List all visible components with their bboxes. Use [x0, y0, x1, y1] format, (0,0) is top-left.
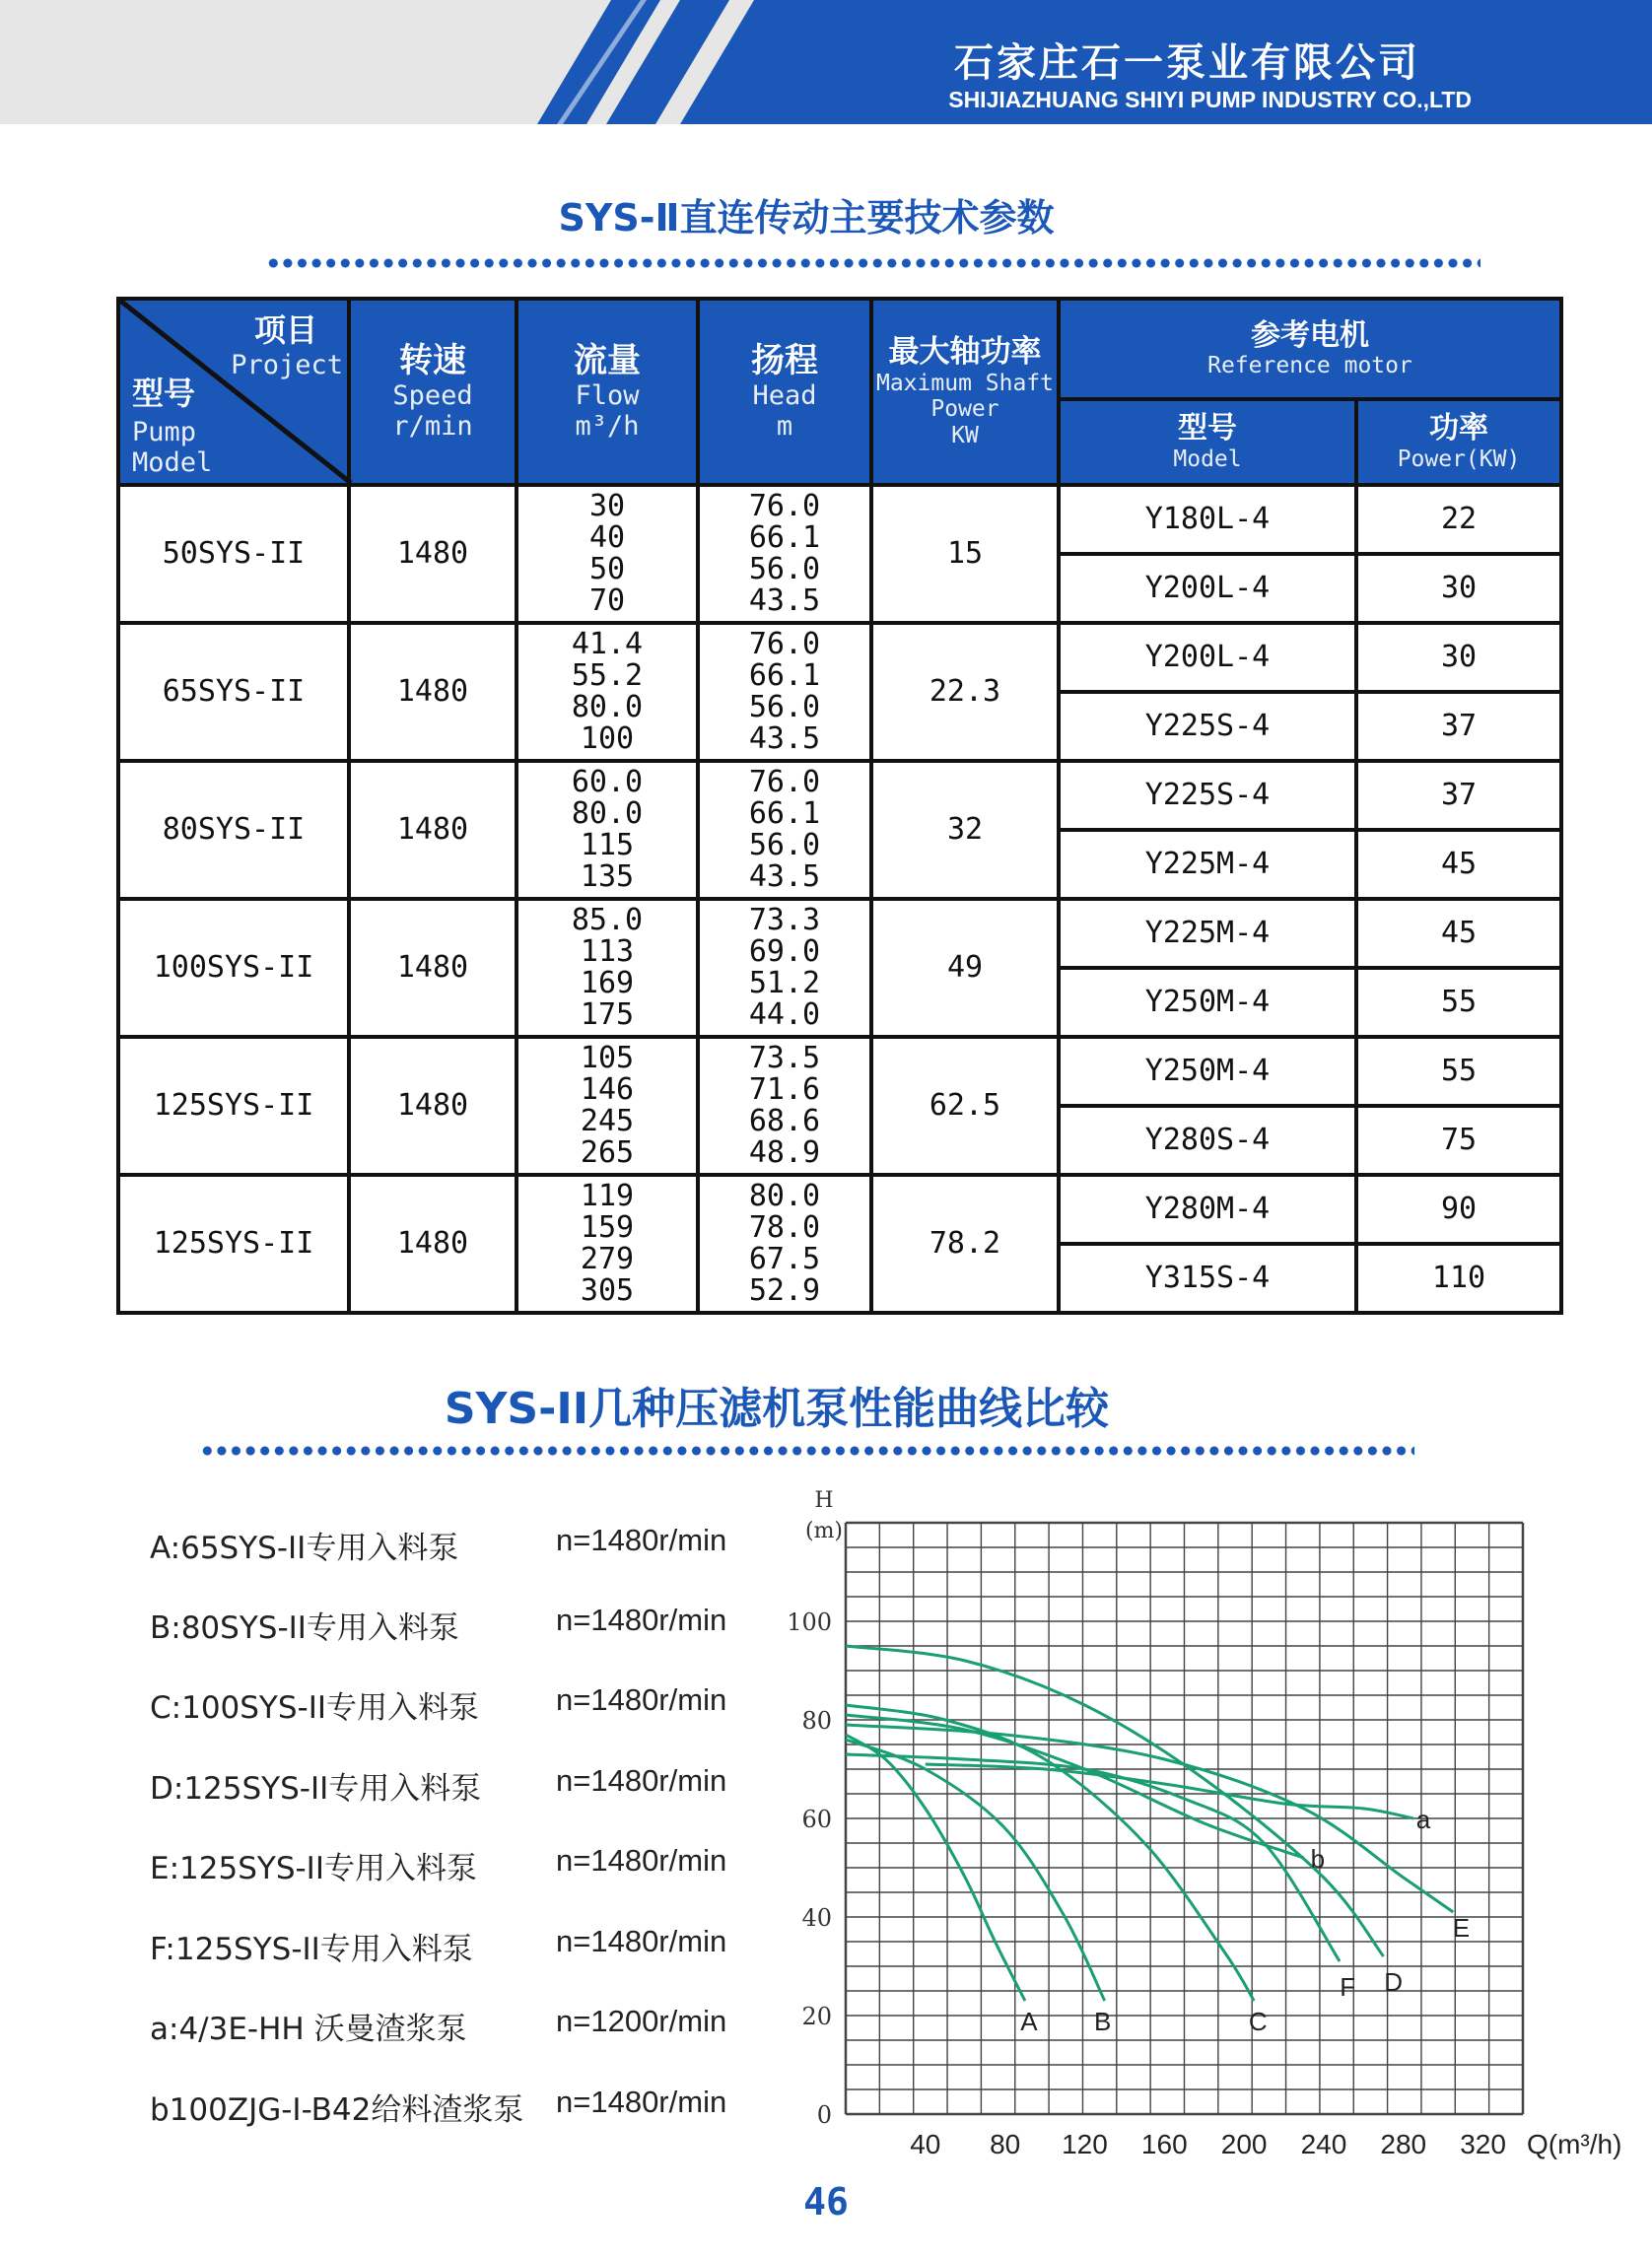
cell-shaft-power: 22.3	[871, 623, 1059, 761]
cell-shaft-power: 78.2	[871, 1175, 1059, 1313]
head-value: 51.2	[748, 966, 821, 1000]
cell-motor-power: 90	[1356, 1175, 1561, 1244]
flow-value: 70	[588, 583, 626, 618]
cell-motor-model: Y200L-4	[1059, 623, 1356, 692]
head-value: 76.0	[748, 627, 821, 661]
y-tick-label: 80	[801, 1707, 832, 1735]
header-head	[698, 299, 871, 485]
flow-value: 175	[580, 997, 635, 1032]
head-value: 43.5	[748, 721, 821, 756]
dotted-divider	[266, 257, 1480, 269]
legend-speed: n=1480r/min	[556, 1603, 727, 1637]
header-flow-cn: 流量	[574, 340, 641, 380]
cell-motor-power: 45	[1356, 899, 1561, 968]
header-shaft-en: Maximum Shaft Power	[875, 370, 1054, 423]
table-row	[118, 761, 1561, 830]
head-value: 56.0	[748, 828, 821, 862]
cell-pump-model: 80SYS-II	[118, 761, 349, 899]
header-shaft-power	[871, 299, 1059, 485]
legend-item	[150, 1603, 781, 1662]
flow-value: 40	[588, 520, 626, 555]
legend-speed: n=1480r/min	[556, 1924, 727, 1958]
x-tick-label: 120	[1062, 2129, 1108, 2159]
cell-head	[698, 485, 871, 623]
cell-motor-model: Y225M-4	[1059, 899, 1356, 968]
curve-label: b	[1310, 1844, 1326, 1874]
cell-motor-model: Y225S-4	[1059, 692, 1356, 761]
legend-item	[150, 2085, 781, 2144]
cell-flow	[516, 485, 698, 623]
cell-pump-model: 125SYS-II	[118, 1037, 349, 1175]
legend-label: C:100SYS-II专用入料泵	[150, 1690, 480, 1726]
table-row	[118, 899, 1561, 968]
legend-speed: n=1200r/min	[556, 2004, 727, 2038]
cell-head	[698, 623, 871, 761]
legend-label: b100ZJG-I-B42给料渣浆泵	[150, 2092, 524, 2128]
legend-item	[150, 2004, 781, 2063]
company-name-en: SHIJIAZHUANG SHIYI PUMP INDUSTRY CO.,LTD	[948, 87, 1472, 112]
curve-label: A	[1020, 2007, 1038, 2036]
head-value: 73.5	[748, 1041, 821, 1075]
header-flow	[516, 299, 698, 485]
flow-value: 119	[580, 1179, 635, 1213]
legend-speed: n=1480r/min	[556, 1843, 727, 1878]
head-value: 43.5	[748, 859, 821, 894]
legend-label: A:65SYS-II专用入料泵	[150, 1531, 459, 1566]
x-tick-label: 160	[1140, 2129, 1188, 2159]
curve-label: B	[1093, 2007, 1112, 2036]
header-diagonal-cell	[118, 299, 349, 485]
head-value: 68.6	[748, 1104, 821, 1138]
page-number: 46	[803, 2180, 849, 2224]
cell-motor-power: 37	[1356, 692, 1561, 761]
table-row	[118, 623, 1561, 692]
flow-value: 305	[580, 1273, 635, 1308]
flow-value: 105	[580, 1041, 635, 1075]
y-tick-label: 0	[816, 2101, 832, 2129]
legend-label: E:125SYS-II专用入料泵	[150, 1851, 477, 1886]
legend-item	[150, 1843, 781, 1902]
flow-value: 159	[580, 1210, 635, 1245]
cell-motor-power: 55	[1356, 1037, 1561, 1106]
curve-C	[846, 1705, 1254, 2001]
cell-speed: 1480	[349, 899, 516, 1037]
head-value: 71.6	[748, 1072, 821, 1107]
cell-pump-model: 65SYS-II	[118, 623, 349, 761]
header-motor-power-cn: 功率	[1429, 411, 1488, 446]
cell-flow	[516, 1175, 698, 1313]
curve-label: a	[1415, 1805, 1431, 1834]
cell-shaft-power: 62.5	[871, 1037, 1059, 1175]
header-model-cn: 型号	[132, 375, 196, 412]
header-head-en: Head	[752, 380, 817, 411]
cell-pump-model: 100SYS-II	[118, 899, 349, 1037]
legend-speed: n=1480r/min	[556, 1682, 727, 1717]
header-speed-cn: 转速	[399, 340, 466, 380]
head-value: 66.1	[748, 520, 821, 555]
cell-motor-model: Y250M-4	[1059, 968, 1356, 1037]
dotted-divider	[200, 1445, 1414, 1457]
y-tick-label: 60	[801, 1806, 832, 1833]
cell-motor-model: Y280M-4	[1059, 1175, 1356, 1244]
x-tick-label: 40	[910, 2129, 941, 2159]
header-motor-cn: 参考电机	[1251, 317, 1369, 353]
flow-value: 80.0	[571, 796, 644, 831]
x-tick-label: 200	[1220, 2129, 1268, 2159]
cell-motor-model: Y250M-4	[1059, 1037, 1356, 1106]
header-speed-unit: r/min	[392, 411, 473, 443]
cell-motor-power: 75	[1356, 1106, 1561, 1175]
flow-value: 146	[580, 1072, 635, 1107]
flow-value: 41.4	[571, 627, 644, 661]
head-value: 66.1	[748, 796, 821, 831]
x-axis-label: Q(m³/h)	[1527, 2129, 1622, 2159]
section-title-specs: SYS-Ⅱ直连传动主要技术参数	[558, 196, 1055, 239]
flow-value: 60.0	[571, 765, 644, 799]
cell-shaft-power: 32	[871, 761, 1059, 899]
header-shaft-cn: 最大轴功率	[888, 334, 1042, 371]
flow-value: 50	[588, 552, 626, 586]
flow-value: 169	[580, 966, 635, 1000]
cell-motor-power: 30	[1356, 554, 1561, 623]
legend-speed: n=1480r/min	[556, 1523, 727, 1557]
company-name-cn: 石家庄石一泵业有限公司	[954, 39, 1420, 86]
performance-chart-svg	[779, 1483, 1622, 2173]
header-motor-power-en: Power(KW)	[1397, 445, 1521, 472]
head-value: 78.0	[748, 1210, 821, 1245]
cell-motor-model: Y225M-4	[1059, 830, 1356, 899]
cell-motor-model: Y280S-4	[1059, 1106, 1356, 1175]
cell-flow	[516, 761, 698, 899]
cell-motor-power: 55	[1356, 968, 1561, 1037]
cell-flow	[516, 1037, 698, 1175]
x-tick-label: 320	[1460, 2129, 1506, 2159]
y-tick-label: 20	[801, 2003, 832, 2030]
flow-value: 135	[580, 859, 635, 894]
cell-speed: 1480	[349, 761, 516, 899]
cell-motor-model: Y200L-4	[1059, 554, 1356, 623]
x-tick-label: 80	[990, 2129, 1021, 2159]
head-value: 66.1	[748, 658, 821, 693]
header-shaft-unit: KW	[951, 422, 979, 448]
curve-label: D	[1384, 1967, 1404, 1997]
spec-table	[116, 297, 1563, 1315]
header-project-en: Project	[231, 350, 343, 380]
legend-label: D:125SYS-II专用入料泵	[150, 1771, 482, 1807]
legend-item	[150, 1763, 781, 1822]
cell-head	[698, 1175, 871, 1313]
head-value: 52.9	[748, 1273, 821, 1308]
header-reference-motor	[1059, 299, 1561, 399]
cell-flow	[516, 899, 698, 1037]
head-value: 69.0	[748, 934, 821, 969]
head-value: 56.0	[748, 552, 821, 586]
curve-label: E	[1452, 1913, 1471, 1943]
cell-motor-power: 37	[1356, 761, 1561, 830]
cell-motor-power: 45	[1356, 830, 1561, 899]
header-speed-en: Speed	[392, 380, 473, 411]
y-tick-label: 100	[787, 1608, 832, 1636]
header-head-cn: 扬程	[751, 340, 818, 380]
legend-speed: n=1480r/min	[556, 2085, 727, 2119]
x-tick-label: 280	[1380, 2129, 1427, 2159]
cell-motor-power: 110	[1356, 1244, 1561, 1313]
cell-motor-power: 22	[1356, 485, 1561, 554]
cell-head	[698, 1037, 871, 1175]
header-motor-power	[1356, 399, 1561, 485]
cell-speed: 1480	[349, 485, 516, 623]
curve-label: C	[1248, 2007, 1268, 2036]
legend-label: F:125SYS-II专用入料泵	[150, 1932, 473, 1967]
header-motor-model-cn: 型号	[1178, 411, 1237, 446]
legend-item	[150, 1682, 781, 1742]
flow-value: 55.2	[571, 658, 644, 693]
curve-D	[846, 1646, 1384, 1956]
flow-value: 100	[580, 721, 635, 756]
cell-head	[698, 761, 871, 899]
cell-speed: 1480	[349, 623, 516, 761]
cell-motor-model: Y180L-4	[1059, 485, 1356, 554]
head-value: 48.9	[748, 1135, 821, 1170]
y-axis-label: H	[814, 1488, 834, 1513]
curve-label: F	[1340, 1972, 1356, 2002]
page-header	[0, 0, 1652, 124]
y-axis-unit: (m)	[804, 1519, 844, 1543]
flow-value: 265	[580, 1135, 635, 1170]
cell-flow	[516, 623, 698, 761]
head-value: 76.0	[748, 765, 821, 799]
head-value: 76.0	[748, 489, 821, 523]
flow-value: 113	[580, 934, 635, 969]
y-tick-label: 40	[801, 1904, 832, 1932]
header-project-cn: 项目	[253, 311, 317, 349]
header-model-en: Pump Model	[132, 417, 213, 479]
flow-value: 85.0	[571, 903, 644, 937]
header-speed	[349, 299, 516, 485]
curve-b	[846, 1715, 1304, 1858]
header-head-unit: m	[776, 411, 793, 443]
cell-speed: 1480	[349, 1175, 516, 1313]
cell-motor-power: 30	[1356, 623, 1561, 692]
head-value: 43.5	[748, 583, 821, 618]
head-value: 73.3	[748, 903, 821, 937]
header-motor-model	[1059, 399, 1356, 485]
header-motor-en: Reference motor	[1207, 353, 1412, 379]
header-flow-en: Flow	[575, 380, 640, 411]
cell-speed: 1480	[349, 1037, 516, 1175]
cell-shaft-power: 49	[871, 899, 1059, 1037]
cell-pump-model: 125SYS-II	[118, 1175, 349, 1313]
cell-pump-model: 50SYS-II	[118, 485, 349, 623]
section-title-curves: SYS-II几种压滤机泵性能曲线比较	[444, 1384, 1110, 1434]
flow-value: 245	[580, 1104, 635, 1138]
cell-motor-model: Y315S-4	[1059, 1244, 1356, 1313]
head-value: 80.0	[748, 1179, 821, 1213]
flow-value: 30	[588, 489, 626, 523]
cell-motor-model: Y225S-4	[1059, 761, 1356, 830]
head-value: 44.0	[748, 997, 821, 1032]
legend-label: B:80SYS-II专用入料泵	[150, 1610, 459, 1646]
legend-item	[150, 1523, 781, 1582]
curve-F	[846, 1754, 1340, 1961]
cell-head	[698, 899, 871, 1037]
flow-value: 279	[580, 1242, 635, 1276]
legend-label: a:4/3E-HH 沃曼渣浆泵	[150, 2012, 467, 2047]
x-tick-label: 240	[1300, 2129, 1347, 2159]
table-row	[118, 1175, 1561, 1244]
flow-value: 115	[580, 828, 635, 862]
flow-value: 80.0	[571, 690, 644, 724]
curve-B	[846, 1740, 1105, 2001]
table-row	[118, 1037, 1561, 1106]
legend-speed: n=1480r/min	[556, 1763, 727, 1798]
head-value: 56.0	[748, 690, 821, 724]
performance-chart	[779, 1483, 1622, 2173]
header-motor-model-en: Model	[1173, 445, 1242, 472]
table-row	[118, 485, 1561, 554]
cell-shaft-power: 15	[871, 485, 1059, 623]
head-value: 67.5	[748, 1242, 821, 1276]
legend-item	[150, 1924, 781, 1983]
header-flow-unit: m³/h	[575, 411, 640, 443]
